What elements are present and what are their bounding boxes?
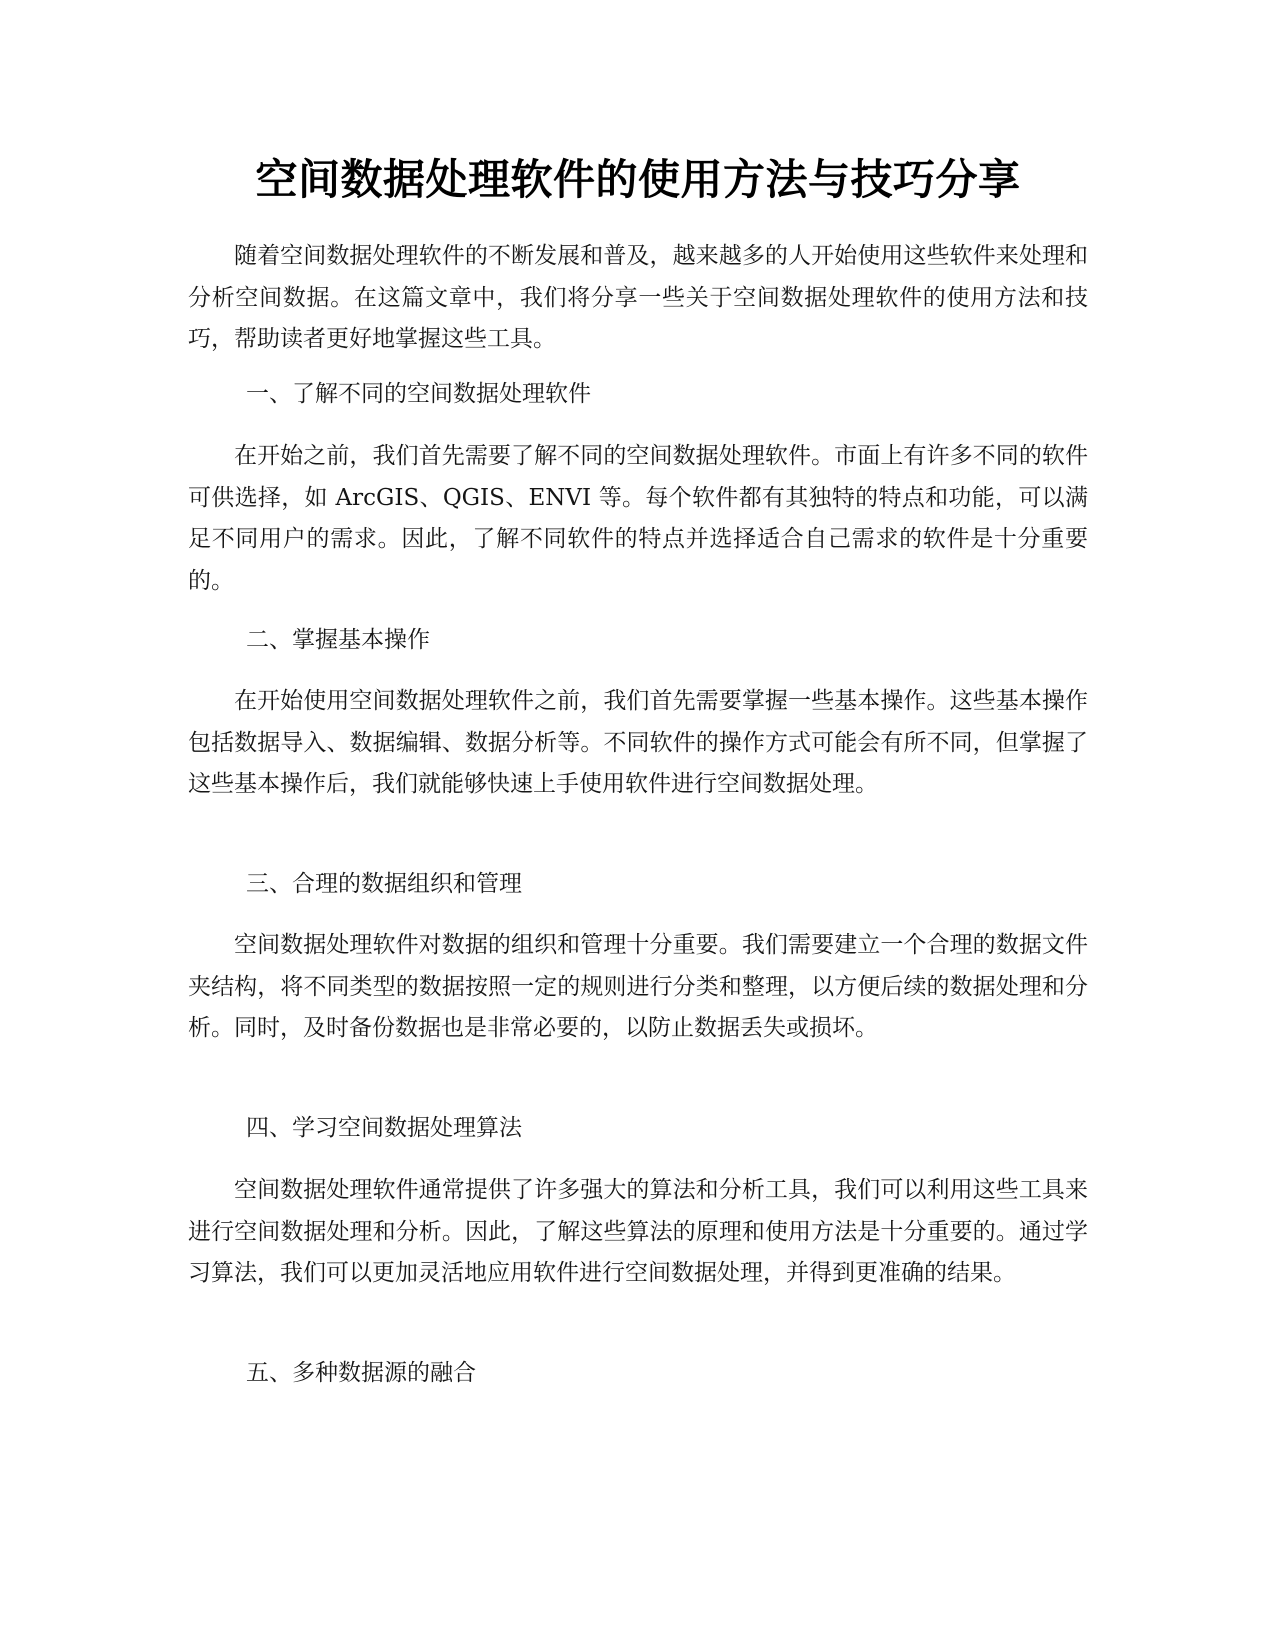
- document-page: [188, 0, 1088, 1650]
- document-title: 空间数据处理软件的使用方法与技巧分享: [255, 155, 1021, 204]
- section-body-4: 空间数据处理软件通常提供了许多强大的算法和分析工具，我们可以利用这些工具来进行空间数据处理和分析。因此，了解这些算法的原理和使用方法是十分重要的。通过学习算法，我们可以更加灵活地应用软件进行空间数据处理，并得到更准确的结果。: [188, 1177, 1088, 1286]
- section-heading-1: 一、了解不同的空间数据处理软件: [246, 381, 591, 407]
- section-heading-4: 四、学习空间数据处理算法: [246, 1115, 522, 1141]
- section-body-1: 在开始之前，我们首先需要了解不同的空间数据处理软件。市面上有许多不同的软件可供选择，如 ArcGIS、QGIS、ENVI 等。每个软件都有其独特的特点和功能，可以满足不同用户的需求。因此，了解不同软件的特点并选择适合自己需求的软件是十分重要的。: [188, 443, 1088, 594]
- section-heading-5: 五、多种数据源的融合: [246, 1360, 476, 1386]
- intro-paragraph: 随着空间数据处理软件的不断发展和普及，越来越多的人开始使用这些软件来处理和分析空间数据。在这篇文章中，我们将分享一些关于空间数据处理软件的使用方法和技巧，帮助读者更好地掌握这些工具。: [188, 243, 1088, 352]
- section-heading-2: 二、掌握基本操作: [246, 627, 430, 653]
- section-heading-3: 三、合理的数据组织和管理: [246, 871, 522, 897]
- section-body-2: 在开始使用空间数据处理软件之前，我们首先需要掌握一些基本操作。这些基本操作包括数据导入、数据编辑、数据分析等。不同软件的操作方式可能会有所不同，但掌握了这些基本操作后，我们就能够快速上手使用软件进行空间数据处理。: [188, 688, 1088, 797]
- section-body-3: 空间数据处理软件对数据的组织和管理十分重要。我们需要建立一个合理的数据文件夹结构，将不同类型的数据按照一定的规则进行分类和整理，以方便后续的数据处理和分析。同时，及时备份数据也是非常必要的，以防止数据丢失或损坏。: [188, 932, 1088, 1041]
